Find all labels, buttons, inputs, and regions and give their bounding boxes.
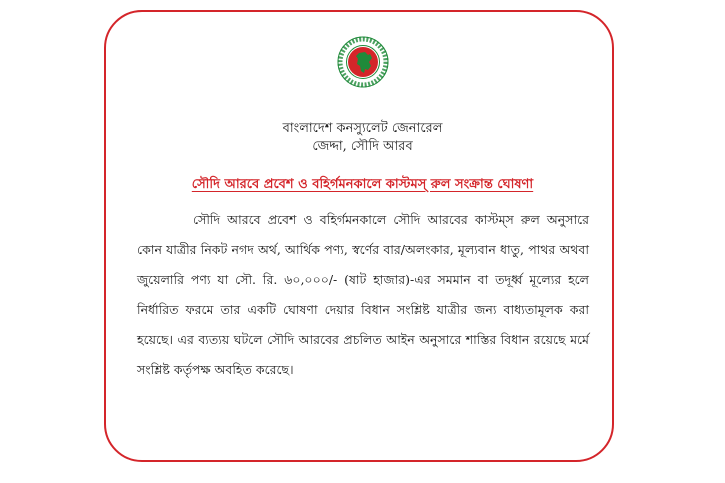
office-city: জেদ্দা, সৌদি আরব [312, 139, 413, 154]
bangladesh-government-seal-icon [337, 36, 389, 88]
notice-headline-text: সৌদি আরবে প্রবেশ ও বহির্গমনকালে কাস্টমস্ রুল সংক্রান্ত ঘোষণা [191, 177, 534, 192]
office-name: বাংলাদেশ কনস্যুলেট জেনারেল [282, 121, 443, 136]
notice-body: সৌদি আরবে প্রবেশ ও বহির্গমনকালে সৌদি আরবের কাস্টম্‌স রুল অনুসারে কোন যাত্রীর নিকট নগদ অর্থ, আর্থিক পণ্য, স্বর্ণের বার/অলংকার, মূল্যবান ধাতু, পাথর অথবা জুয়েলারি পণ্য যা সৌ. রি. ৬০,০০০/- (ষাট হাজার)-এর সমমান বা তদূর্ধ্ব মূল্যের হলে নির্ধারিত ফরমে তার একটি ঘোষণা দেয়ার বিধান সংশ্লিষ্ট যাত্রীর জন্য বাধ্যতামূলক করা হয়েছে। এর ব্যত্যয় ঘটলে সৌদি আরবের প্রচলিত আইন অনুসারে শাস্তির বিধান রয়েছে মর্মে সংশ্লিষ্ট কর্তৃপক্ষ অবহিত করেছে। [137, 212, 589, 377]
notice-headline [0, 175, 725, 196]
